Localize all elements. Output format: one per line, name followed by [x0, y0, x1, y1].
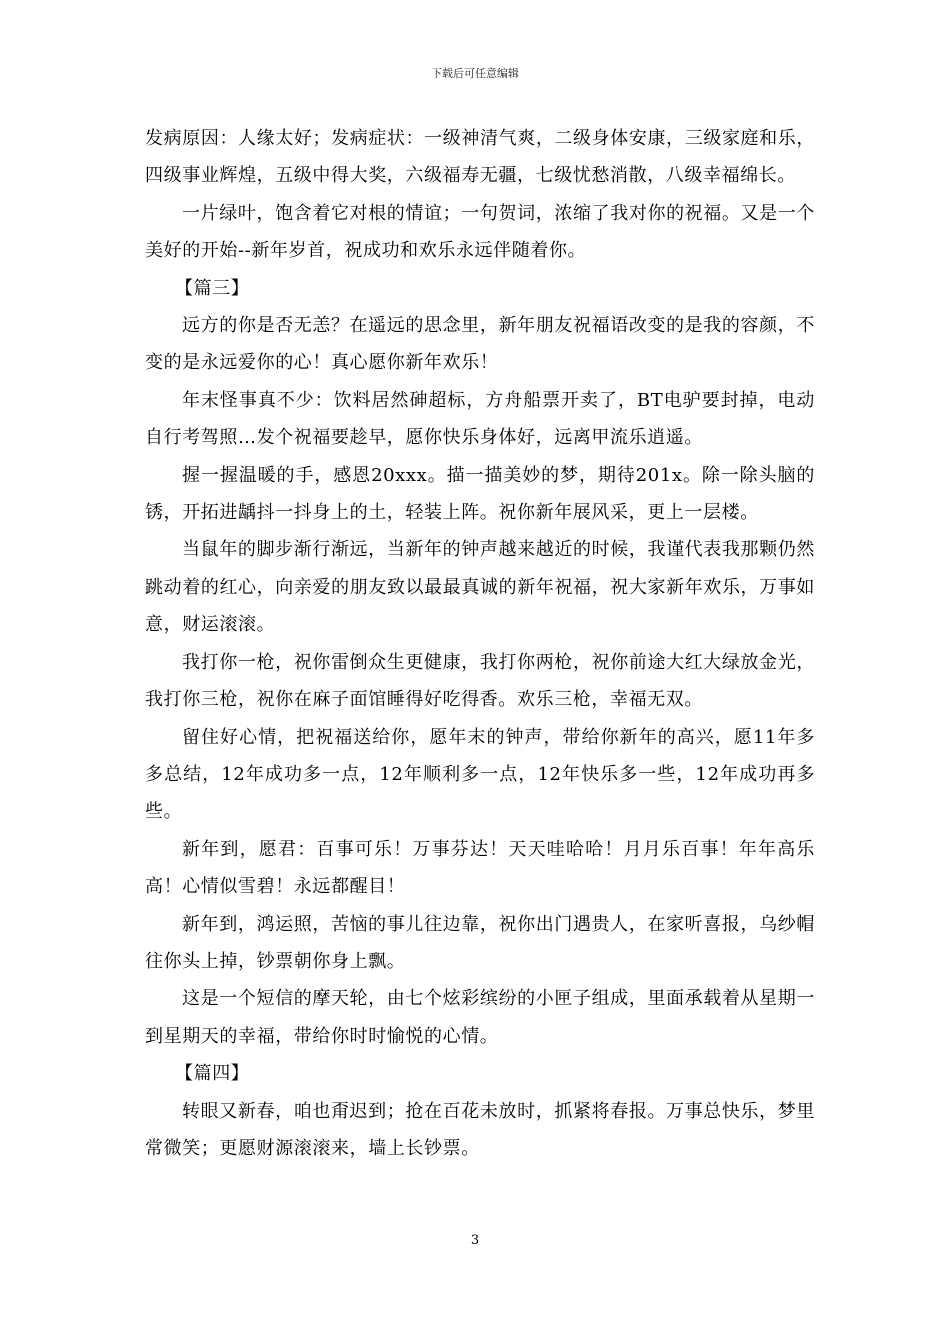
paragraph: 握一握温暖的手，感恩20xxx。描一描美妙的梦，期待201x。除一除头脑的锈，开拓进龋抖一抖身上的土，轻装上阵。祝你新年展风采，更上一层楼。 [145, 464, 815, 524]
section-heading: 【篇三】 [175, 277, 250, 299]
section-heading: 【篇四】 [175, 1063, 250, 1085]
paragraph: 发病原因：人缘太好；发病症状：一级神清气爽，二级身体安康，三级家庭和乐，四级事业辉煌，五级中得大奖，六级福寿无疆，七级忧愁消散，八级幸福绵长。 [145, 128, 815, 187]
paragraph: 这是一个短信的摩天轮，由七个炫彩缤纷的小匣子组成，里面承载着从星期一到星期天的幸福，带给你时时愉悦的心情。 [145, 988, 815, 1047]
paragraph: 远方的你是否无恙？在遥远的思念里，新年朋友祝福语改变的是我的容颜，不变的是永远爱你的心！真心愿你新年欢乐！ [145, 315, 815, 374]
paragraph: 年末怪事真不少：饮料居然砷超标，方舟船票开卖了，BT电驴要封掉，电动自行考驾照…发个祝福要趁早，愿你快乐身体好，远离甲流乐逍遥。 [145, 389, 815, 449]
paragraph: 一片绿叶，饱含着它对根的情谊；一句贺词，浓缩了我对你的祝福。又是一个美好的开始--新年岁首，祝成功和欢乐永远伴随着你。 [145, 202, 815, 262]
paragraph: 当鼠年的脚步渐行渐远，当新年的钟声越来越近的时候，我谨代表我那颗仍然跳动着的红心，向亲爱的朋友致以最最真诚的新年祝福，祝大家新年欢乐，万事如意，财运滚滚。 [145, 539, 815, 636]
paragraph: 留住好心情，把祝福送给你，愿年末的钟声，带给你新年的高兴，愿11年多多总结，12年成功多一点，12年顺利多一点，12年快乐多一些，12年成功再多些。 [145, 726, 815, 823]
page-number: 3 [470, 1233, 480, 1248]
page-header: 下载后可任意编辑 [431, 67, 519, 80]
paragraph: 新年到，鸿运照，苦恼的事儿往边靠，祝你出门遇贵人，在家听喜报，乌纱帽往你头上掉，钞票朝你身上飘。 [145, 913, 815, 972]
document-body [145, 120, 815, 1167]
paragraph: 我打你一枪，祝你雷倒众生更健康，我打你两枪，祝你前途大红大绿放金光，我打你三枪，祝你在麻子面馆睡得好吃得香。欢乐三枪，幸福无双。 [145, 651, 815, 711]
paragraph: 新年到，愿君：百事可乐！万事芬达！天天哇哈哈！月月乐百事！年年高乐高！心情似雪碧！永远都醒目！ [145, 838, 815, 898]
paragraph: 转眼又新春，咱也甭迟到；抢在百花未放时，抓紧将春报。万事总快乐，梦里常微笑；更愿财源滚滚来，墙上长钞票。 [145, 1100, 815, 1159]
